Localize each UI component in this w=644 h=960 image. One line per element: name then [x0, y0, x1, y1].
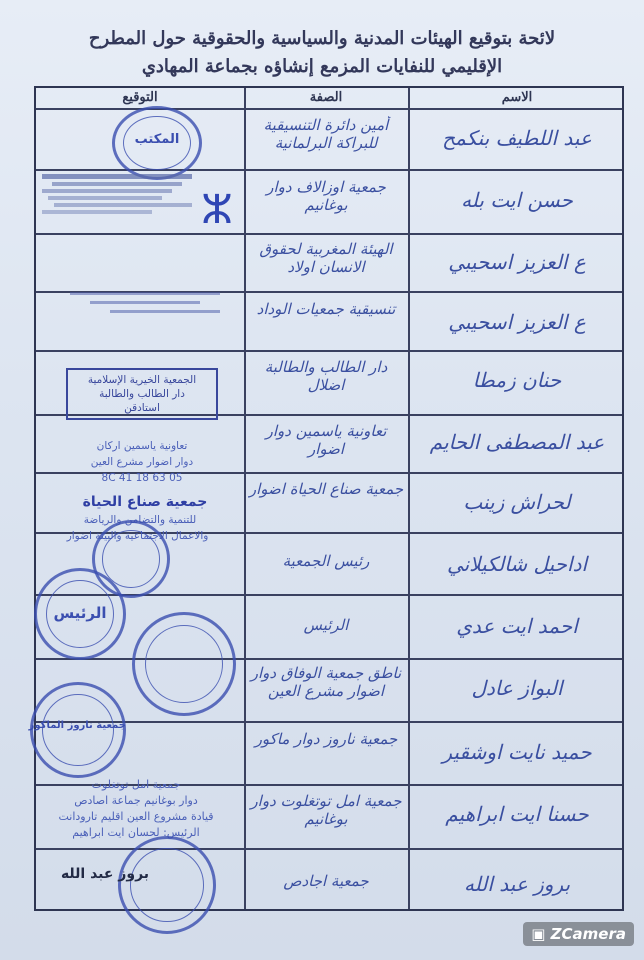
faint-stamp [70, 288, 220, 324]
row-name: حسنا ايت ابراهيم [445, 802, 589, 826]
sunna-stamp-line-3: والاعمال الاجتماعية والبيئة اضوار [66, 530, 209, 542]
row-role: جمعية اجادص [283, 872, 369, 890]
round-stamp [118, 836, 216, 934]
charity-stamp-line-2: دار الطالب والطالبة [99, 388, 185, 400]
watermark-label: ZCamera [550, 925, 626, 943]
row-role: جمعية ناروز دوار ماكور [254, 730, 398, 748]
row-name: حنان زمطا [472, 368, 562, 392]
row-name: عبد المصطفى الحايم [429, 430, 605, 454]
amal-stamp-line-2: دوار بوغانيم جماعة اصادص [74, 794, 198, 807]
header-signature: التوقيع [122, 90, 158, 105]
camera-icon: ▣ [531, 925, 546, 943]
row-role: جمعية صناع الحياة اضوار [248, 480, 404, 498]
amal-stamp-line-1: جمعية امل توتغلوت [91, 778, 181, 791]
row-role: الرئيس [303, 616, 349, 634]
row-divider [36, 658, 622, 660]
office-stamp-label: المكتب [134, 132, 180, 147]
charity-stamp-line-3: استادقن [124, 402, 160, 414]
row-divider [36, 848, 622, 850]
president-stamp-label: الرئيس [53, 604, 107, 622]
amal-stamp-line-3: قيادة مشروع العين اقليم تارودانت [58, 810, 214, 823]
row-name: البواز عادل [471, 676, 563, 700]
row-name: حسن ايت بله [461, 188, 573, 212]
row-role: رئيس الجمعية [282, 552, 370, 570]
row-role: ناطق جمعية الوفاق دوار اضوار مشرع العين [250, 664, 402, 700]
column-divider [244, 88, 246, 909]
naros-stamp-label: جمعية ناروز الماكور [28, 720, 126, 731]
row-name: بروز عبد الله [463, 872, 571, 896]
row-name: احمد ايت عدي [456, 614, 578, 638]
coop-stamp-line-2: دوار اضوار مشرع العين [90, 456, 194, 468]
header-role: الصفة [309, 90, 343, 105]
row-name: عبد اللطيف بنكمح [442, 126, 592, 150]
sunna-stamp-line-2: للتنمية والتضامن والرياضة [83, 514, 197, 526]
row-divider [36, 169, 622, 171]
row-role: أمين دائرة التنسيقية للبراكة البرلمانية [263, 116, 389, 152]
row-role: تعاونية ياسمين دوار اضوار [265, 422, 387, 458]
row-role: تنسيقية جمعيات الوداد [256, 300, 396, 318]
row-role: جمعية اوزالاف دوار بوغانيم [266, 178, 386, 214]
row-divider [36, 233, 622, 235]
yaz-symbol-icon: ⵣ [201, 187, 233, 233]
charity-stamp-line-1: الجمعية الخيرية الإسلامية [87, 374, 197, 386]
row-role: جمعية امل توتغلوت دوار بوغانيم [250, 792, 402, 828]
sunna-stamp-line-1: جمعية صناع الحياة [82, 494, 208, 510]
column-divider [408, 88, 410, 909]
row-divider [36, 350, 622, 352]
document-title-line-2: الإقليمي للنفايات المزمع إنشاؤه بجماعة المهادي [141, 56, 503, 77]
row-role: دار الطالب والطالبة اضلال [264, 358, 388, 394]
row-name: حميد نايت اوشقير [442, 740, 592, 764]
last-signature-name: بروز عبد الله [60, 866, 150, 882]
row-name: ع العزيز اسحيبي [448, 250, 586, 274]
row-role: الهيئة المغربية لحقوق الانسان اولاد [259, 240, 393, 276]
round-stamp [132, 612, 236, 716]
coop-stamp-line-1: تعاونية ياسمين اركان [96, 440, 188, 452]
amal-stamp-line-4: الرئيس: لحسان ايت ابراهيم [72, 826, 200, 839]
row-name: اداحيل شالكيلاني [446, 552, 588, 576]
zcamera-watermark [523, 922, 634, 946]
document-title-line-1: لائحة بتوقيع الهيئات المدنية والسياسية والحقوقية حول المطرح [88, 28, 556, 49]
coop-stamp-line-3: 05 63 18 41 8C [101, 472, 183, 484]
charity-rect-stamp [66, 368, 218, 420]
row-name: ع العزيز اسحيبي [448, 310, 586, 334]
row-name: لحراش زينب [463, 490, 571, 514]
association-letterhead [42, 172, 192, 232]
row-divider [36, 108, 622, 110]
header-name: الاسم [501, 90, 533, 105]
